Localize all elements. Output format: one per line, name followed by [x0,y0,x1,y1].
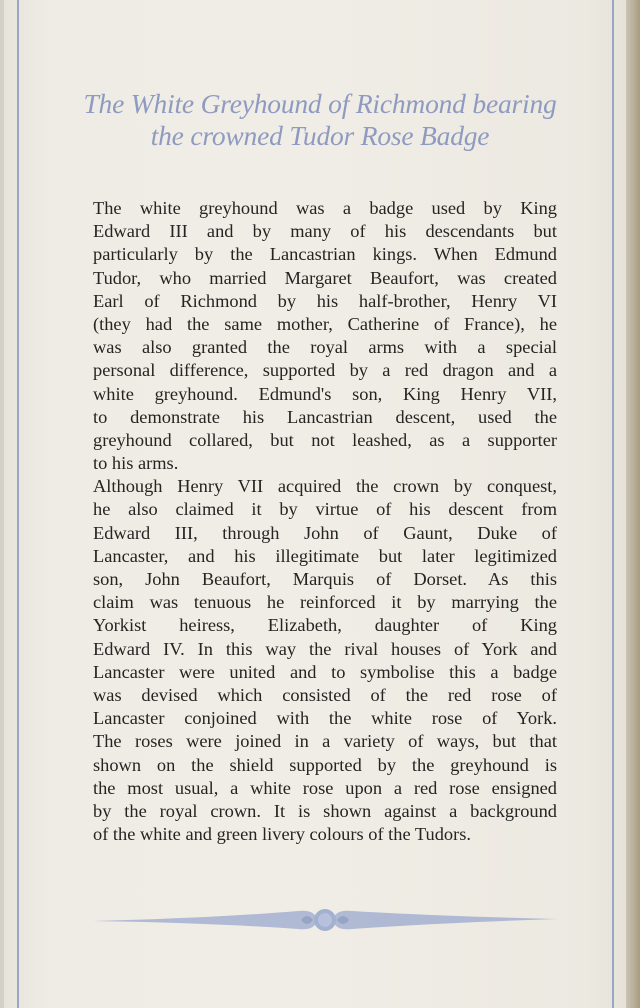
text-line: shown on the shield supported by the greyhound is [93,754,557,775]
page-title [36,88,604,152]
text-line: The white greyhound was a badge used by King [93,198,557,218]
text-line: he also claimed it by virtue of his descent from [93,499,557,520]
text-line: to demonstrate his Lancastrian descent, used the [93,406,557,427]
text-line: Although Henry VII acquired the crown by conquest, [93,476,557,497]
title-line-1: The White Greyhound of Richmond bearing [83,88,557,119]
left-border-rule [17,0,19,1008]
text-line: Yorkist heiress, Elizabeth, daughter of King [93,615,557,636]
text-line: claim was tenuous he reinforced it by marrying the [93,592,557,613]
right-border-rule [612,0,614,1008]
text-line: Tudor, who married Margaret Beaufort, was created [93,267,557,288]
text-line: son, John Beaufort, Marquis of Dorset. As this [93,569,557,589]
text-line: Lancaster, and his illegitimate but later legitimized [93,545,557,566]
text-line: to his arms. [93,453,179,474]
title-line-2: the crowned Tudor Rose Badge [150,120,490,151]
text-line: by the royal crown. It is shown against a background [93,800,557,821]
text-line: was devised which consisted of the red rose of [93,684,557,705]
text-line: (they had the same mother, Catherine of France), he [93,313,557,334]
body-text [93,197,557,846]
text-line: of the white and green livery colours of the Tudors. [93,824,471,845]
text-line: white greyhound. Edmund's son, King Henry VII, [93,383,557,404]
text-line: Lancaster conjoined with the white rose of York. [93,708,557,729]
book-spine-edge [626,0,640,1008]
text-line: Edward IV. In this way the rival houses of York and [93,638,557,659]
text-line: Lancaster were united and to symbolise this a badge [93,661,557,682]
text-line: Earl of Richmond by his half-brother, Henry VI [93,290,557,311]
text-line: Edward III and by many of his descendants but [93,221,557,242]
page-left-edge [0,0,4,1008]
text-line: greyhound collared, but not leashed, as a supporter [93,429,557,450]
text-line: personal difference, supported by a red dragon and a [93,360,557,381]
text-line: was also granted the royal arms with a special [93,337,557,358]
text-line: particularly by the Lancastrian kings. When Edmund [93,244,557,265]
text-line: the most usual, a white rose upon a red rose ensigned [93,777,557,798]
decorative-divider-ornament [93,902,557,938]
text-line: The roses were joined in a variety of ways, but that [93,731,557,752]
text-line: Edward III, through John of Gaunt, Duke of [93,522,557,543]
